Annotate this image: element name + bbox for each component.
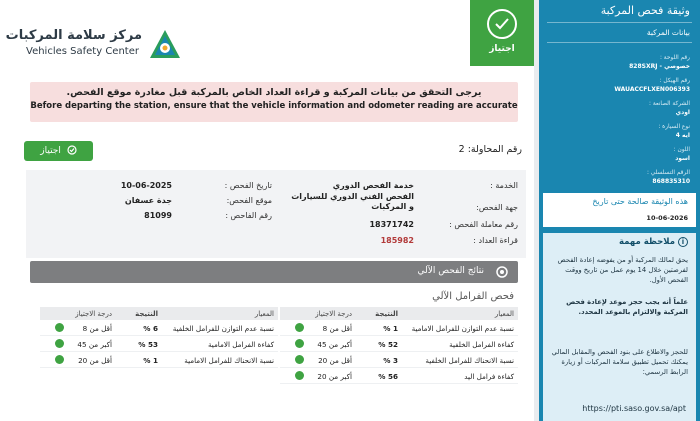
pass-dot-icon bbox=[55, 339, 64, 348]
pass-status-label: اجتياز bbox=[489, 44, 515, 54]
pass-dot-icon bbox=[55, 323, 64, 332]
criterion-cell: كفاءة الفرامل الخلفية bbox=[449, 340, 514, 349]
table-row bbox=[40, 352, 278, 368]
inspector-label: رقم الفاحص : bbox=[225, 211, 272, 220]
criterion-cell: نسبة الانحناك للفرامل الخلفية bbox=[425, 356, 514, 365]
criterion-cell: كفاءة فرامل اليد bbox=[464, 372, 514, 381]
degree-cell: أكبر من 45 bbox=[77, 340, 112, 349]
verification-notice bbox=[30, 82, 518, 122]
vsc-logo-icon bbox=[148, 28, 182, 62]
important-note bbox=[543, 233, 696, 421]
inspection-info-panel bbox=[26, 170, 526, 258]
table-row bbox=[40, 320, 278, 336]
site-label: موقع الفحص: bbox=[226, 196, 272, 205]
brake-table-right bbox=[280, 307, 518, 384]
color-label: اللون : bbox=[673, 147, 690, 153]
attempt-row bbox=[0, 141, 534, 161]
result-cell: 3 % bbox=[383, 356, 398, 365]
degree-cell: أقل من 20 bbox=[318, 356, 352, 365]
serial-label: الرقم التسلسلي : bbox=[647, 170, 690, 176]
table-row bbox=[280, 336, 518, 352]
vin-value: WAUACCFLXEN006393 bbox=[614, 86, 690, 93]
note-paragraph-1: يحق لمالك المركبة أو من يفوضه إعادة الفحص لفرصتين خلال 14 يوم عمل من تاريخ ووقت الفحص الأول. bbox=[557, 256, 688, 284]
result-cell: 1 % bbox=[143, 356, 158, 365]
result-cell: 1 % bbox=[383, 324, 398, 333]
odometer-value: 185982 bbox=[380, 236, 414, 245]
criterion-cell: نسبة الانحناك للفرامل الامامية bbox=[184, 356, 274, 365]
col-degree: درجة الاجتياز bbox=[315, 310, 352, 318]
vin-label: رقم الهيكل : bbox=[659, 78, 690, 84]
brake-table-left bbox=[40, 307, 278, 368]
color-value: اسود bbox=[675, 155, 690, 162]
col-degree: درجة الاجتياز bbox=[75, 310, 112, 318]
table-row bbox=[280, 320, 518, 336]
serial-value: 868835310 bbox=[652, 178, 690, 185]
table-row bbox=[40, 336, 278, 352]
pass-dot-icon bbox=[295, 371, 304, 380]
date-value: 10-06-2025 bbox=[120, 181, 172, 190]
plate-value: خصوصي - 828SXRJ bbox=[629, 63, 690, 70]
pass-result-label: اجتياز bbox=[40, 146, 61, 156]
divider bbox=[547, 22, 692, 23]
site-value: جدة عسفان bbox=[124, 196, 172, 205]
notice-text-en: Before departing the station, ensure that the vehicle information and odometer reading are accurate bbox=[30, 101, 518, 111]
certificate-title: وثيقة فحص المركبة bbox=[600, 4, 690, 17]
brand bbox=[5, 26, 186, 66]
notice-text-ar: يرجى التحقق من بيانات المركبة و قراءة العداد الخاص بالمركبة قبل مغادرة موقع الفحص. bbox=[66, 87, 482, 98]
validity-box bbox=[543, 193, 696, 227]
pass-result-button[interactable] bbox=[24, 141, 93, 161]
pass-status-badge bbox=[470, 0, 534, 66]
table-row bbox=[280, 368, 518, 384]
inspector-value: 81099 bbox=[144, 211, 172, 220]
criterion-cell: كفاءة الفرامل الامامية bbox=[207, 340, 274, 349]
brand-name-ar: مركز سلامة المركبات bbox=[5, 28, 142, 43]
col-result: النتيجة bbox=[135, 310, 158, 318]
model-label: نوع السيارة : bbox=[658, 124, 690, 130]
plate-label: رقم اللوحة : bbox=[659, 55, 690, 61]
model-value: ايه 4 bbox=[675, 132, 690, 139]
result-cell: 53 % bbox=[138, 340, 158, 349]
col-result: النتيجة bbox=[375, 310, 398, 318]
note-title: ملاحظة مهمة bbox=[619, 237, 675, 247]
degree-cell: أقل من 8 bbox=[82, 324, 112, 333]
make-label: الشركة الصانعة : bbox=[649, 101, 690, 107]
attempt-number: رقم المحاولة: 2 bbox=[458, 144, 522, 155]
table-header bbox=[280, 307, 518, 320]
odometer-label: قراءة العداد : bbox=[473, 236, 518, 245]
gear-icon bbox=[494, 264, 510, 280]
results-title: نتائج الفحص الآلي bbox=[417, 266, 484, 276]
result-cell: 52 % bbox=[378, 340, 398, 349]
pass-dot-icon bbox=[295, 323, 304, 332]
make-value: اودي bbox=[675, 109, 690, 116]
col-criterion: المعيار bbox=[254, 310, 274, 318]
center-label: جهة الفحص: bbox=[476, 203, 518, 212]
center-value: الفحص الفني الدوري للسيارات و المركبات bbox=[291, 192, 414, 211]
divider bbox=[547, 42, 692, 43]
vehicle-data-heading: بيانات المركبة bbox=[646, 28, 690, 37]
note-paragraph-2: علماً أنه يجب حجز موعد لإعادة فحص المركبة والالتزام بالموعد المحدد. bbox=[566, 298, 688, 316]
automated-results bbox=[26, 259, 518, 421]
vehicle-certificate bbox=[539, 0, 700, 421]
brake-test-title: فحص الفرامل الآلي bbox=[432, 291, 514, 302]
info-icon: i bbox=[678, 237, 688, 247]
service-value: خدمة الفحص الدوري bbox=[332, 181, 414, 190]
results-header bbox=[30, 261, 518, 283]
degree-cell: أقل من 8 bbox=[322, 324, 352, 333]
transaction-label: رقم معاملة الفحص : bbox=[449, 220, 518, 229]
pass-dot-icon bbox=[295, 339, 304, 348]
date-label: تاريخ الفحص : bbox=[224, 181, 272, 190]
pass-dot-icon bbox=[55, 355, 64, 364]
result-cell: 6 % bbox=[143, 324, 158, 333]
criterion-cell: نسبة عدم التوازن للفرامل الخلفية bbox=[172, 324, 274, 333]
pass-dot-icon bbox=[295, 355, 304, 364]
result-cell: 56 % bbox=[378, 372, 398, 381]
note-paragraph-3: للحجز والاطلاع على بنود الفحص والمقابل المالي يمكنك تحميل تطبيق سلامة المركبات أو زيارة الرابط الرسمي: bbox=[551, 348, 688, 376]
criterion-cell: نسبة عدم التوازن للفرامل الامامية bbox=[411, 324, 514, 333]
degree-cell: أقل من 20 bbox=[78, 356, 112, 365]
table-header bbox=[40, 307, 278, 320]
check-circle-icon bbox=[67, 145, 77, 155]
degree-cell: أكبر من 45 bbox=[317, 340, 352, 349]
degree-cell: أكبر من 20 bbox=[317, 372, 352, 381]
service-label: الخدمة : bbox=[490, 181, 518, 190]
check-circle-icon bbox=[487, 9, 517, 39]
transaction-value: 18371742 bbox=[369, 220, 414, 229]
booking-link[interactable]: https://pti.saso.gov.sa/apt bbox=[582, 404, 686, 413]
brand-name-en: Vehicles Safety Center bbox=[26, 46, 139, 57]
validity-text: هذه الوثيقة صالحة حتى تاريخ bbox=[592, 197, 688, 206]
validity-date: 10-06-2026 bbox=[646, 214, 688, 222]
col-criterion: المعيار bbox=[494, 310, 514, 318]
note-heading bbox=[619, 237, 688, 247]
table-row bbox=[280, 352, 518, 368]
